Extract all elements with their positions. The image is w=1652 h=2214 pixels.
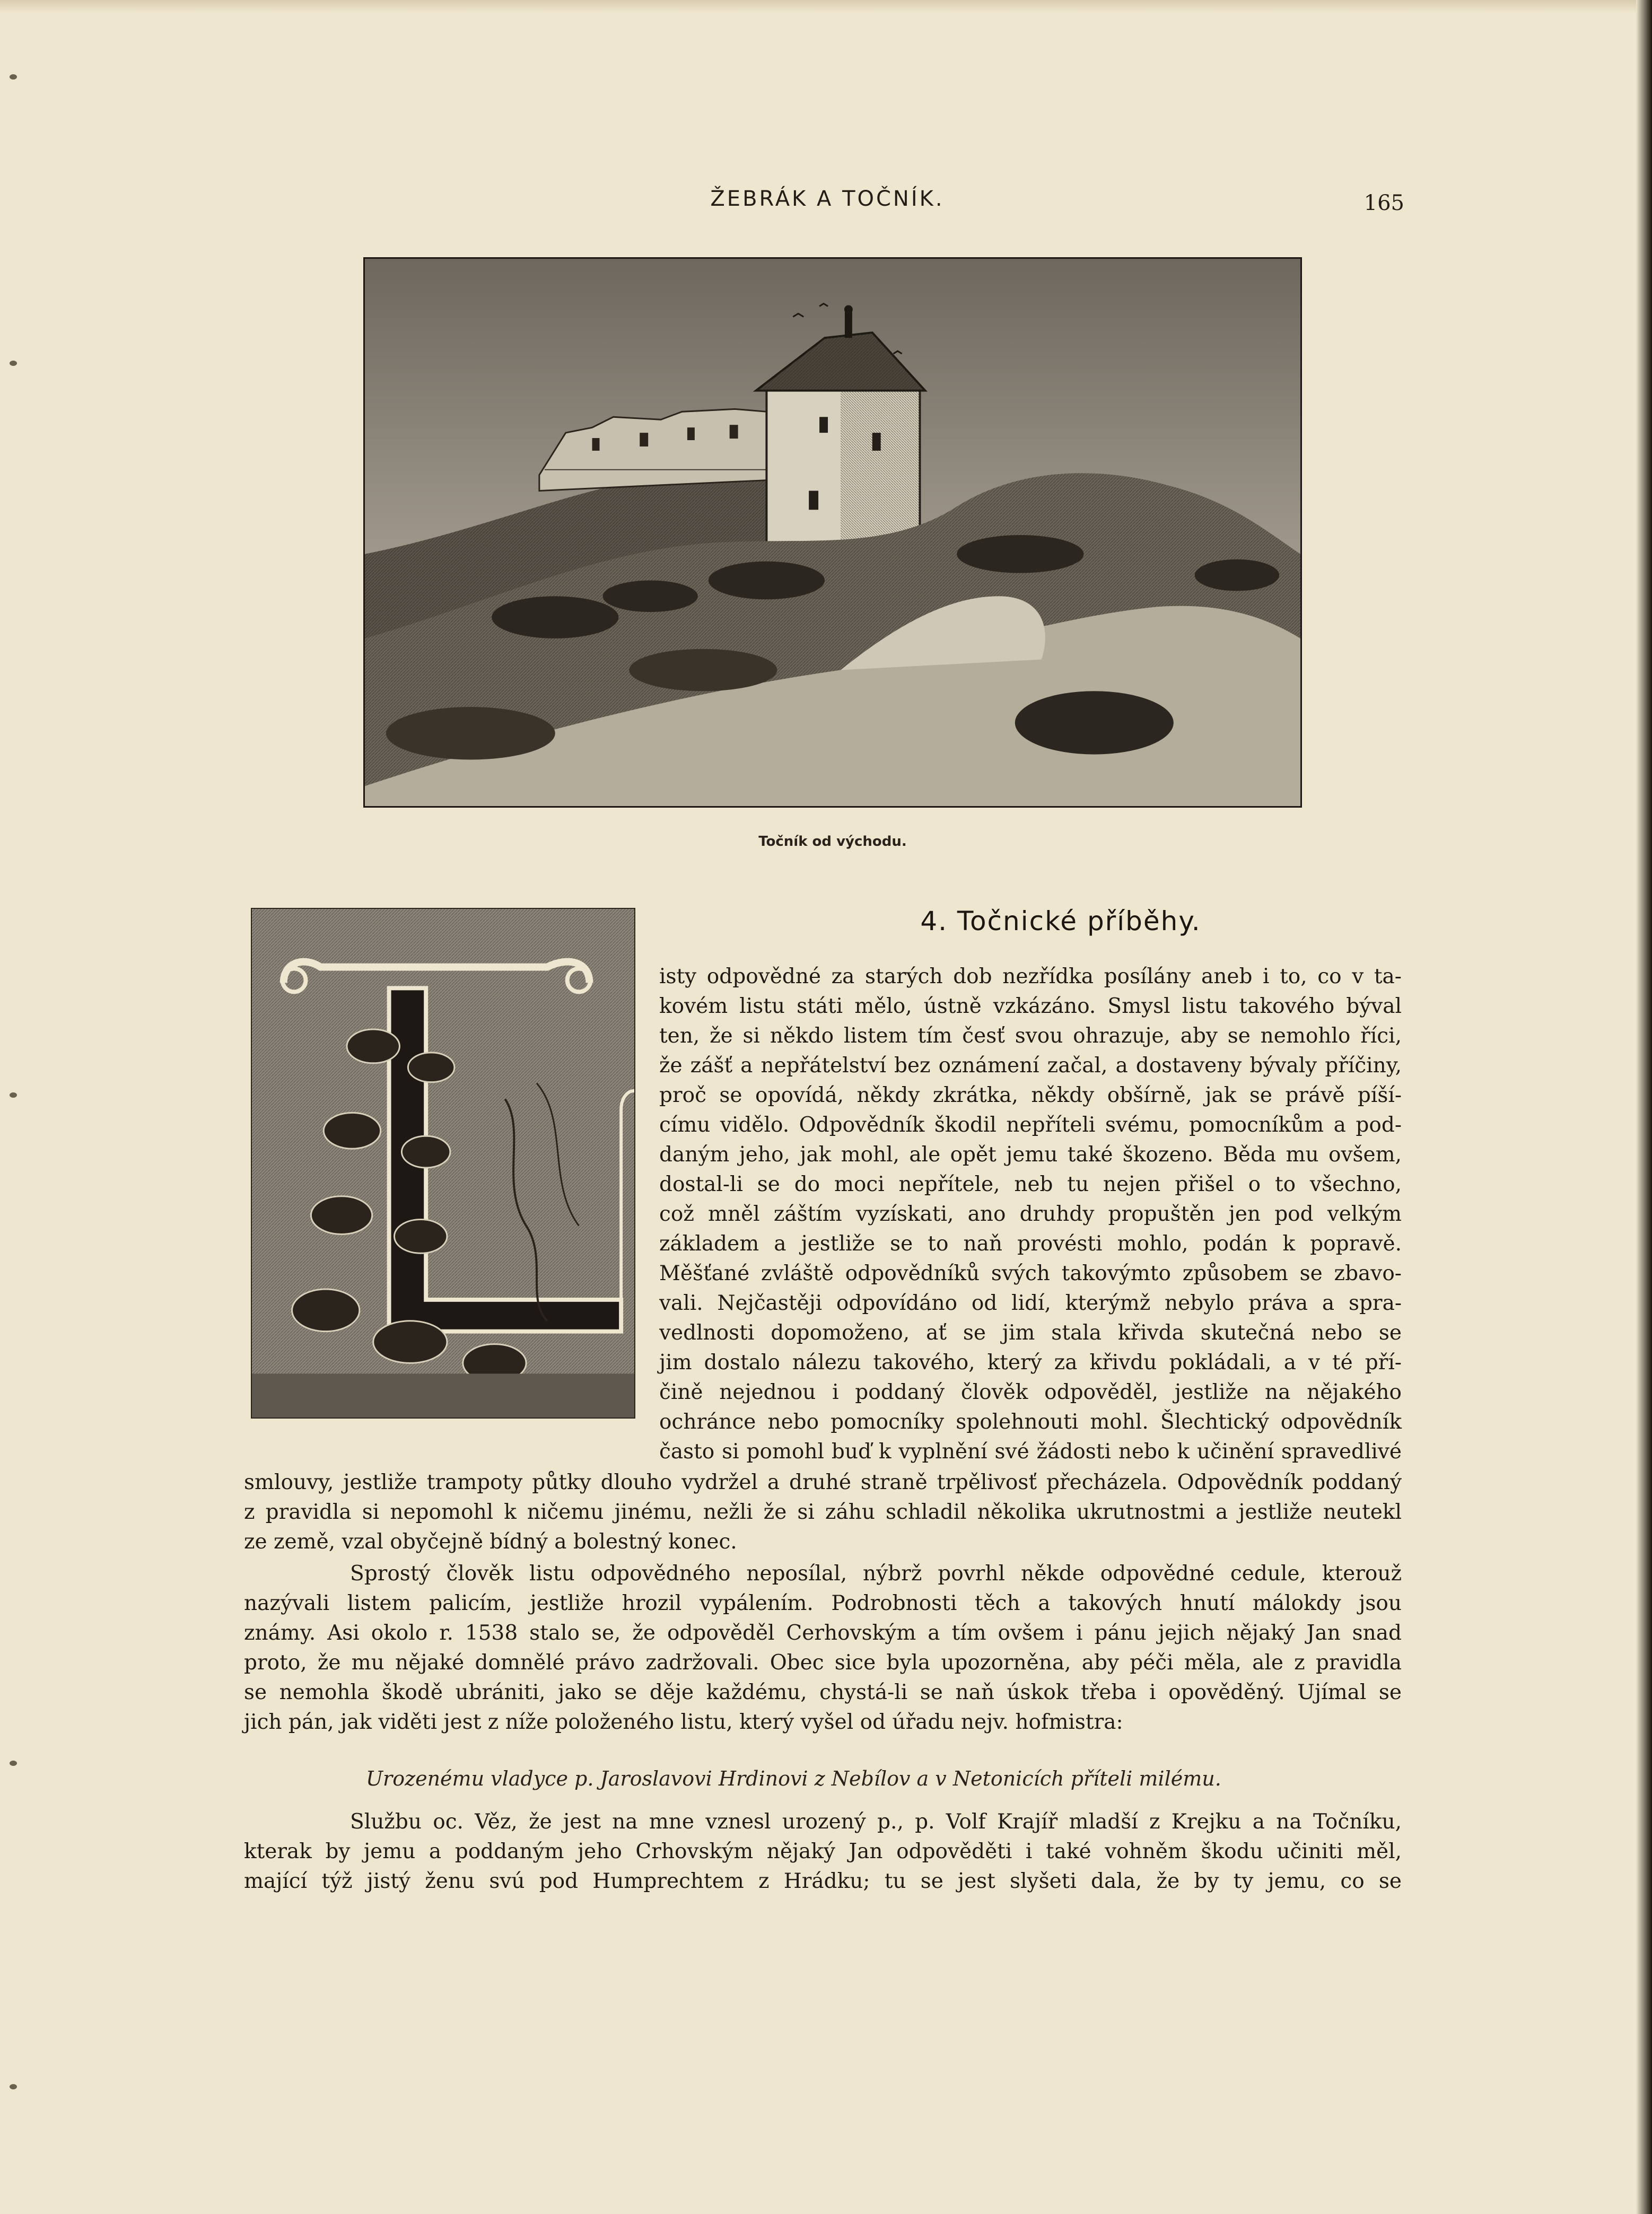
- text-line: Sprostý člověk listu odpovědného neposílal, nýbrž povrhl někde odpovědné cedule, kterouž: [350, 1562, 1402, 1586]
- text-line: vali. Nejčastěji odpovídáno od lidí, kterýmž nebylo práva a spra-: [659, 1291, 1402, 1315]
- text-line: proč se opovídá, někdy zkrátka, někdy obšírně, jak se právě píší-: [659, 1083, 1402, 1107]
- binding-mark: [10, 361, 17, 366]
- illustration-caption: Točník od východu.: [758, 834, 907, 850]
- text-line: dostal-li se do moci nepřítele, neb tu nejen přišel o to všechno,: [659, 1172, 1402, 1196]
- text-line: ochránce nebo pomocníky spolehnouti mohl. Šlechtický odpovědník: [659, 1410, 1402, 1434]
- letter-address: Urozenému vladyce p. Jaroslavovi Hrdinovi z Nebílov a v Netonicích příteli milému.: [366, 1767, 1221, 1790]
- text-line: vedlnosti dopomoženo, ať se jim stala křivda skutečná nebo se: [659, 1321, 1402, 1345]
- text-line: jich pán, jak viděti jest z níže položeného listu, který vyšel od úřadu nejv. hofmistra:: [244, 1710, 1123, 1734]
- binding-mark: [10, 1092, 17, 1098]
- text-line: daným jeho, jak mohl, ale opět jemu také škozeno. Běda mu ovšem,: [659, 1143, 1402, 1167]
- text-line: což mněl záštím vyzískati, ano druhdy propuštěn jen pod velkým: [659, 1202, 1402, 1226]
- text-line: smlouvy, jestliže trampoty půtky dlouho vydržel a druhé straně trpělivosť přecházela. Odpovědník poddaný: [244, 1471, 1402, 1494]
- binding-mark: [10, 74, 17, 80]
- castle-engraving-drawing: [365, 259, 1300, 806]
- text-line: isty odpovědné za starých dob nezřídka posílány aneb i to, co v ta-: [659, 965, 1402, 988]
- binding-mark: [10, 1761, 17, 1766]
- castle-engraving: [363, 257, 1302, 808]
- text-line: ten, že si někdo listem tím česť svou ohrazuje, aby se nemohlo říci,: [659, 1024, 1402, 1048]
- text-line: proto, že mu nějaké domnělé právo zadržovali. Obec sice byla upozorněna, aby péči měla, ale z pravidla: [244, 1651, 1402, 1675]
- text-line: jim dostalo nálezu takového, který za křivdu pokládali, a v té pří-: [659, 1351, 1402, 1375]
- text-line: mající týž jistý ženu svú pod Humprechtem z Hrádku; tu se jest slyšeti dala, že by ty jemu, co se: [244, 1869, 1402, 1893]
- decorated-initial: [251, 908, 635, 1419]
- text-line: čině nejednou i poddaný člověk odpověděl, jestliže na nějakého: [659, 1380, 1402, 1404]
- text-line: Službu oc. Věz, že jest na mne vznesl urozený p., p. Volf Krajíř mladší z Krejku a na Točníku,: [350, 1810, 1402, 1834]
- text-line: známy. Asi okolo r. 1538 stalo se, že odpověděl Cerhovským a tím ovšem i pánu jejich nějaký Jan snad: [244, 1621, 1402, 1645]
- text-line: z pravidla si nepomohl k ničemu jinému, nežli že si záhu schladil několika ukrutnostmi a jestliže neutekl: [244, 1500, 1402, 1524]
- page-number: 165: [1363, 191, 1404, 215]
- text-line: nazývali listem palicím, jestliže hrozil vypálením. Podrobnosti těch a takových hnutí málokdy jsou: [244, 1591, 1402, 1615]
- binding-mark: [10, 2084, 17, 2089]
- text-line: často si pomohl buď k vyplnění své žádosti nebo k učinění spravedlivé: [659, 1440, 1402, 1464]
- text-line: že zášť a nepřátelství bez oznámení začal, a dostaveny bývaly příčiny,: [659, 1054, 1402, 1078]
- page-right-edge: [1636, 0, 1652, 2214]
- page-top-edge: [0, 0, 1652, 13]
- text-line: kterak by jemu a poddaným jeho Crhovským nějaký Jan odpověděti i také vohněm škodu učiniti měl,: [244, 1840, 1402, 1863]
- text-line: základem a jestliže se to naň provésti mohlo, podán k popravě.: [659, 1232, 1402, 1256]
- text-line: címu vidělo. Odpovědník škodil nepříteli svému, pomocníkům a pod-: [659, 1113, 1402, 1137]
- text-line: ze země, vzal obyčejně bídný a bolestný konec.: [244, 1530, 737, 1554]
- section-heading: 4. Točnické příběhy.: [920, 906, 1201, 937]
- text-line: Měšťané zvláště odpovědníků svých takovýmto způsobem se zbavo-: [659, 1262, 1402, 1285]
- decorated-initial-drawing: [252, 909, 634, 1417]
- running-head: ŽEBRÁK A TOČNÍK.: [710, 187, 945, 211]
- text-line: kovém listu státi mělo, ústně vzkázáno. Smysl listu takového býval: [659, 994, 1402, 1018]
- text-line: se nemohla škodě ubrániti, jako se děje každému, chystá-li se naň úskok třeba i opověděný. Ujímal se: [244, 1681, 1402, 1704]
